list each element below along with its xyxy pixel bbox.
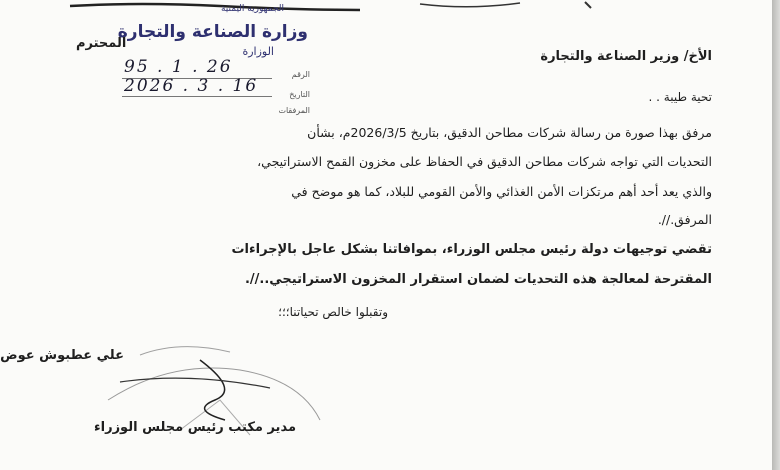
stamp-date-value: 16 . 3 . 2026 [124,76,259,96]
stamp-ministry: وزارة الصناعة والتجارة [117,22,308,42]
stamp-department: الوزارة [242,45,274,58]
registry-stamp [117,2,314,115]
directive-line: المقترحة لمعالجة هذه التحديات لضمان استقرار المخزون الاستراتيجي..//. [244,272,712,287]
stamp-date-label: التاريخ [289,90,310,99]
stamp-country: الجمهورية اليمنية [220,4,284,14]
body-line: والذي يعد أحد أهم مرتكزات الأمن الغذائي والأمن القومي للبلاد، كما هو موضح في [291,184,712,199]
body-line: التحديات التي تواجه شركات مطاحن الدقيق في الحفاظ على مخزون القمح الاستراتيجي، [257,154,712,169]
signatory-name: علي عطبوش عوض [0,348,124,363]
directive-line: تقضي توجيهات دولة رئيس مجلس الوزراء، بموافاتنا بشكل عاجل بالإجراءات [231,242,712,257]
body-line: مرفق بهذا صورة من رسالة شركات مطاحن الدقيق، بتاريخ 2026/3/5م، بشأن [307,125,712,140]
stamp-attachments-label: المرفقات [278,106,310,115]
stamp-number-label: الرقم [291,70,310,79]
honorific: المحترم [76,36,127,51]
addressee: الأخ/ وزير الصناعة والتجارة [540,49,712,64]
greeting: تحية طيبة . . [648,90,712,104]
body-line: المرفق.//. [657,212,712,227]
stamp-number-value: 26 . 1 . 95 [124,57,233,77]
signatory-title: مدير مكتب رئيس مجلس الوزراء [93,420,296,435]
stamp-line [122,96,272,97]
closing: وتقبلوا خالص تحياتنا؛؛؛ [278,305,388,319]
page-edge [772,0,780,470]
